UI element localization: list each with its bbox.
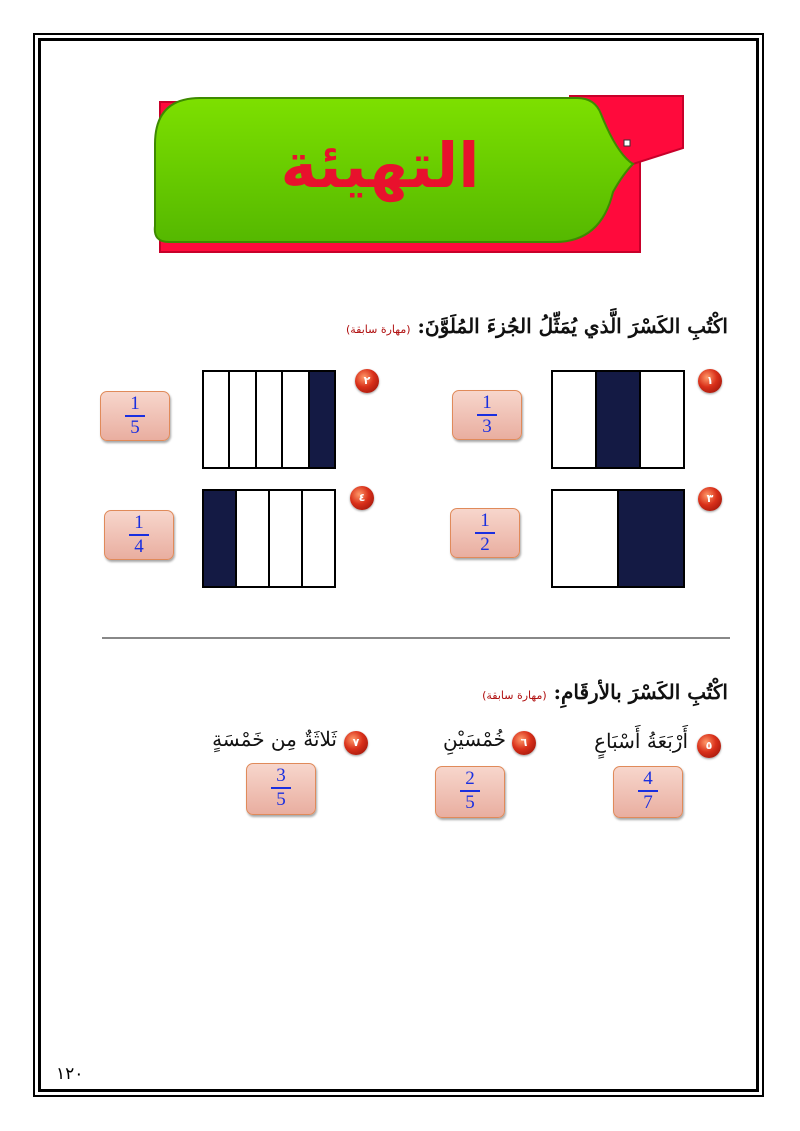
strip-cell bbox=[268, 491, 301, 586]
numerator: 1 bbox=[480, 510, 490, 531]
item-1-badge: ١ bbox=[698, 369, 722, 393]
item-7-fraction bbox=[247, 766, 315, 810]
strip-cell-shaded bbox=[308, 372, 334, 467]
item-1-fraction-strip bbox=[551, 370, 685, 469]
strip-cell bbox=[281, 372, 307, 467]
item-1-fraction bbox=[453, 393, 521, 437]
item-3-answer-box[interactable] bbox=[450, 508, 520, 558]
item-4-fraction bbox=[105, 513, 173, 557]
item-6-badge: ٦ bbox=[512, 731, 536, 755]
numerator: 3 bbox=[276, 765, 286, 786]
strip-cell-shaded bbox=[204, 491, 235, 586]
denominator: 4 bbox=[134, 535, 144, 557]
strip-cell bbox=[204, 372, 228, 467]
denominator: 5 bbox=[130, 416, 140, 438]
item-4-badge: ٤ bbox=[350, 486, 374, 510]
strip-cell-shaded bbox=[595, 372, 639, 467]
header-banner bbox=[145, 92, 685, 262]
item-6-fraction bbox=[436, 769, 504, 813]
strip-cell bbox=[553, 491, 617, 586]
section1-skill-tag: (مهارة سابقة) bbox=[345, 323, 411, 336]
page-number: ١٢٠ bbox=[56, 1064, 84, 1084]
item-1-answer-box[interactable] bbox=[452, 390, 522, 440]
strip-cell-shaded bbox=[617, 491, 683, 586]
strip-cell bbox=[255, 372, 281, 467]
item-4-fraction-strip bbox=[202, 489, 336, 588]
item-2-fraction-strip bbox=[202, 370, 336, 469]
item-6-answer-box[interactable] bbox=[435, 766, 505, 818]
numerator: 1 bbox=[134, 512, 144, 533]
denominator: 3 bbox=[482, 415, 492, 437]
item-2-badge: ٢ bbox=[355, 369, 379, 393]
numerator: 1 bbox=[130, 393, 140, 414]
item-3-fraction-strip bbox=[551, 489, 685, 588]
numerator: 4 bbox=[643, 768, 653, 789]
page-title: التهيئة bbox=[280, 129, 480, 202]
item-7-badge: ٧ bbox=[344, 731, 368, 755]
denominator: 7 bbox=[643, 791, 653, 813]
item-3-badge: ٣ bbox=[698, 487, 722, 511]
item-6-words: خُمْسَيْنِ bbox=[442, 727, 506, 751]
item-5-badge: ٥ bbox=[697, 734, 721, 758]
item-7-words: ثَلاثَةٌ مِن خَمْسَةٍ bbox=[212, 727, 337, 751]
denominator: 5 bbox=[465, 791, 475, 813]
banner-dot bbox=[624, 140, 630, 146]
strip-cell bbox=[301, 491, 334, 586]
item-4-answer-box[interactable] bbox=[104, 510, 174, 560]
section1-instruction bbox=[346, 314, 728, 338]
strip-cell bbox=[235, 491, 268, 586]
item-5-answer-box[interactable] bbox=[613, 766, 683, 818]
section2-instruction-text: اكْتُبِ الكَسْرَ بالأرقَامِ: bbox=[553, 680, 728, 704]
strip-cell bbox=[553, 372, 595, 467]
section1-instruction-text: اكْتُبِ الكَسْرَ الَّذي يُمَثِّلُ الجُزءَ المُلَوَّنَ: bbox=[417, 314, 728, 338]
section-divider bbox=[102, 637, 730, 639]
item-2-answer-box[interactable] bbox=[100, 391, 170, 441]
section2-instruction bbox=[482, 680, 728, 704]
numerator: 1 bbox=[482, 392, 492, 413]
strip-cell bbox=[639, 372, 683, 467]
item-5-words: أَرْبَعَةُ أَسْبَاعٍ bbox=[594, 729, 688, 753]
strip-cell bbox=[228, 372, 254, 467]
denominator: 2 bbox=[480, 533, 490, 555]
item-5-fraction bbox=[614, 769, 682, 813]
section2-skill-tag: (مهارة سابقة) bbox=[482, 689, 547, 702]
numerator: 2 bbox=[465, 768, 475, 789]
item-7-answer-box[interactable] bbox=[246, 763, 316, 815]
item-3-fraction bbox=[451, 511, 519, 555]
item-2-fraction bbox=[101, 394, 169, 438]
denominator: 5 bbox=[276, 788, 286, 810]
